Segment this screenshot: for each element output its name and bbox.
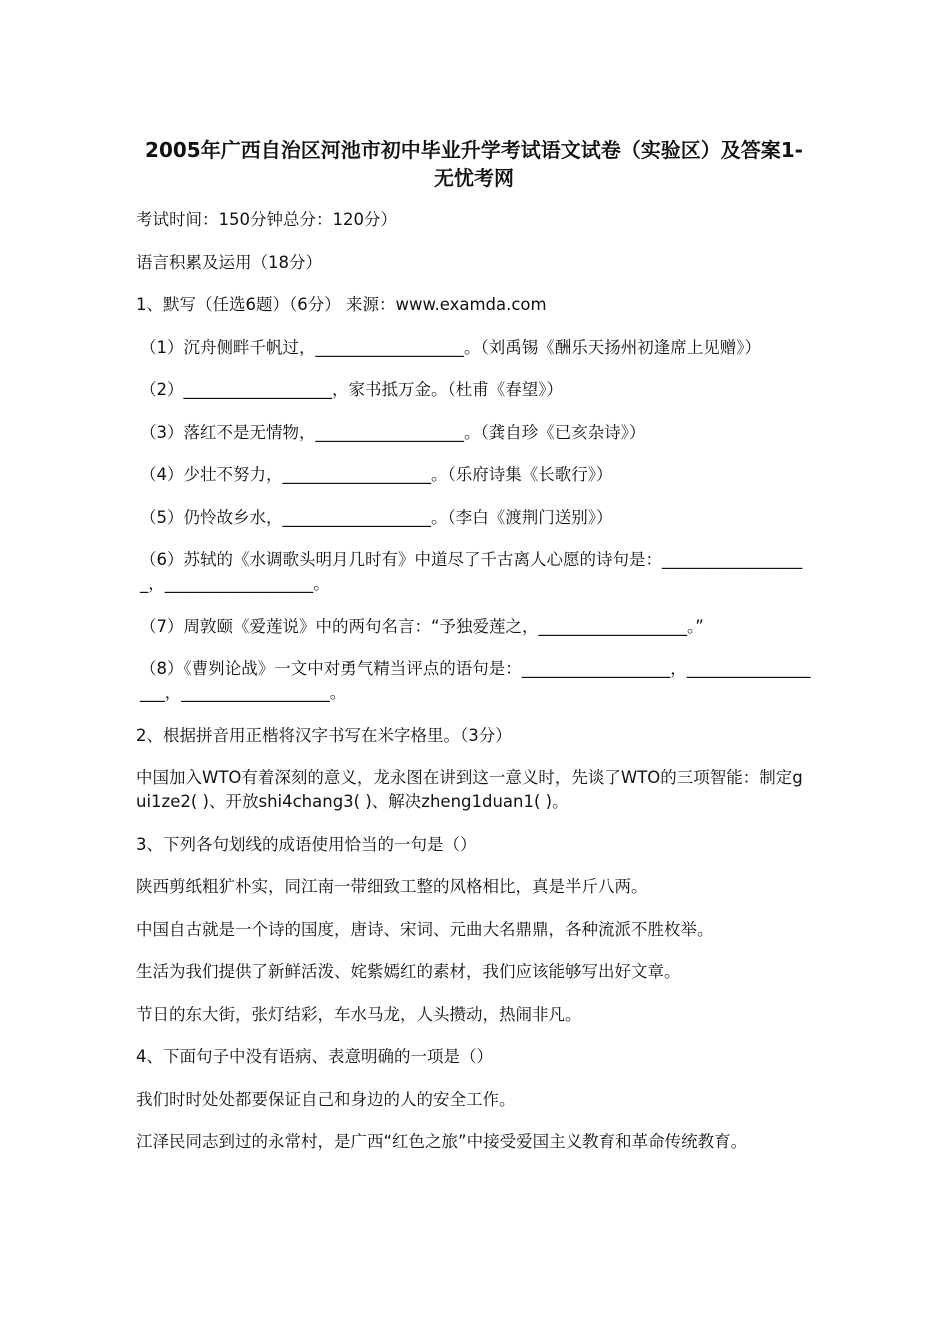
question-2: 2、根据拼音用正楷将汉字书写在米字格里。（3分） [136,725,512,745]
question-1-item-6: （6）苏轼的《水调歌头明月几时有》中道尽了千古离人心愿的诗句是：__________________，__________________。 [140,550,803,593]
question-3-option-b: 中国自古就是一个诗的国度，唐诗、宋词、元曲大名鼎鼎，各种流派不胜枚举。 [136,919,714,939]
question-1-item-3: （3）落红不是无情物，__________________。（龚自珍《已亥杂诗》） [140,422,646,442]
question-4-option-a: 我们时时处处都要保证自己和身边的人的安全工作。 [136,1089,516,1109]
question-1-item-2: （2）__________________，家书抵万金。（杜甫《春望》） [140,380,563,399]
exam-info: 考试时间：150分钟总分：120分） [136,210,397,229]
section-heading: 语言积累及运用（18分） [136,252,322,272]
question-3-option-d: 节日的东大街，张灯结彩，车水马龙，人头攒动，热闹非凡。 [136,1004,582,1024]
question-1-item-5: （5）仍怜故乡水，__________________。（李白《渡荆门送别》） [140,507,613,527]
document-title: 2005年广西自治区河池市初中毕业升学考试语文试卷（实验区）及答案1-无忧考网 [145,138,803,190]
question-3-option-a: 陕西剪纸粗犷朴实，同江南一带细致工整的风格相比，真是半斤八两。 [136,877,648,896]
question-1-item-1: （1）沉舟侧畔千帆过，__________________。（刘禹锡《酬乐天扬州初逢席上见赠》） [140,337,761,357]
question-3: 3、下列各句划线的成语使用恰当的一句是（） [136,834,477,854]
question-1-item-8: （8）《曹刿论战》一文中对勇气精当评点的语句是：__________________，__________________，__________________。 [140,659,811,702]
question-4-option-b: 江泽民同志到过的永常村，是广西“红色之旅”中接受爱国主义教育和革命传统教育。 [136,1132,748,1151]
question-1-item-7: （7）周敦颐《爱莲说》中的两句名言：“予独爱莲之，__________________。” [140,616,704,636]
document-content [136,136,812,1173]
question-1: 1、默写（任选6题）（6分） 来源：www.examda.com [136,295,547,314]
question-3-option-c: 生活为我们提供了新鲜活泼、姹紫嫣红的素材，我们应该能够写出好文章。 [136,962,681,981]
question-2-text: 中国加入WTO有着深刻的意义，龙永图在讲到这一意义时，先谈了WTO的三项智能：制定gui1ze2( )、开放shi4chang3( )、解决zheng1duan1( )。 [136,768,803,811]
question-1-item-4: （4）少壮不努力，__________________。（乐府诗集《长歌行》） [140,465,613,484]
question-4: 4、下面句子中没有语病、表意明确的一项是（） [136,1047,493,1066]
